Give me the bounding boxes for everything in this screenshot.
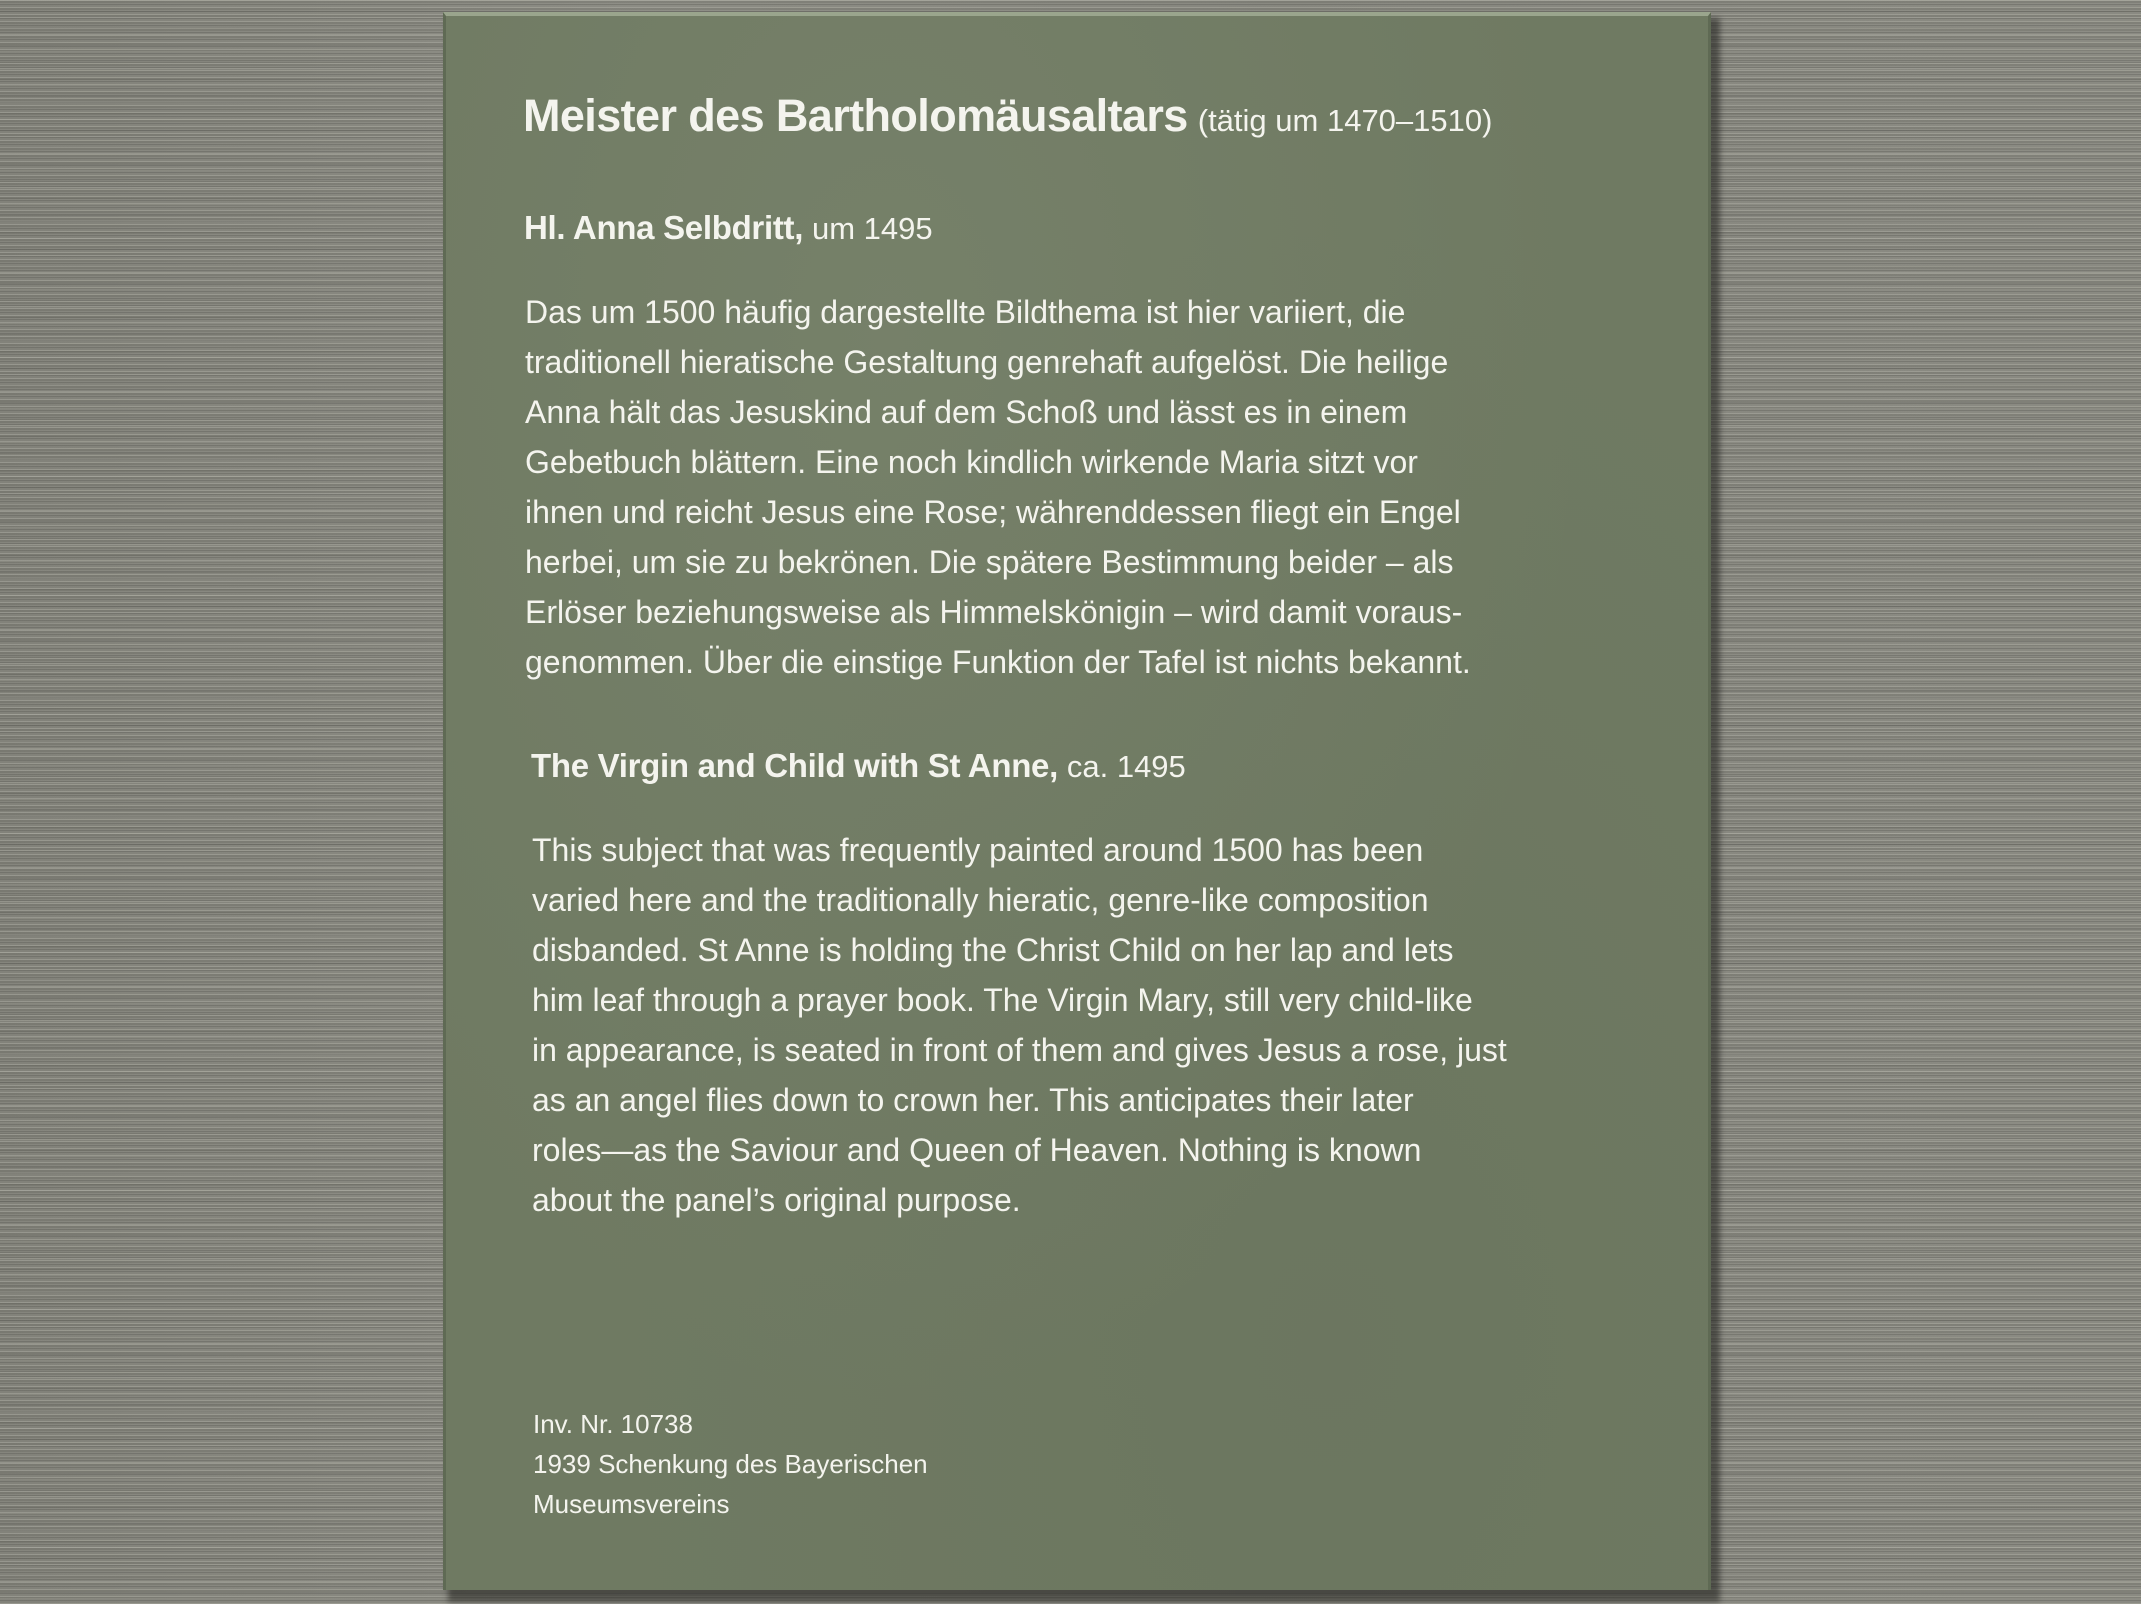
english-description-line: disbanded. St Anne is holding the Christ Child on her lap and lets (532, 932, 1454, 968)
english-artwork-title (531, 749, 1186, 782)
english-description-line: him leaf through a prayer book. The Virgin Mary, still very child-like (532, 982, 1473, 1018)
german-description (525, 287, 1471, 687)
german-description-line: ihnen und reicht Jesus eine Rose; währenddessen fliegt ein Engel (525, 494, 1461, 530)
german-description-line: genommen. Über die einstige Funktion der Tafel ist nichts bekannt. (525, 644, 1471, 680)
english-artwork-date: ca. 1495 (1066, 749, 1186, 784)
provenance-footer (533, 1404, 928, 1524)
artist-active-dates: (tätig um 1470–1510) (1197, 103, 1493, 138)
english-description-line: in appearance, is seated in front of them and gives Jesus a rose, just (532, 1032, 1507, 1068)
german-description-line: herbei, um sie zu bekrönen. Die spätere Bestimmung beider – als (525, 544, 1454, 580)
german-description-line: traditionell hieratische Gestaltung genrehaft aufgelöst. Die heilige (525, 344, 1449, 380)
english-description-line: varied here and the traditionally hieratic, genre-like composition (532, 882, 1429, 918)
museum-label-panel (443, 12, 1711, 1590)
english-title-text: The Virgin and Child with St Anne, (531, 747, 1058, 784)
donor-name: Museumsvereins (533, 1489, 730, 1519)
inventory-number: Inv. Nr. 10738 (533, 1409, 693, 1439)
german-description-line: Anna hält das Jesuskind auf dem Schoß und lässt es in einem (525, 394, 1408, 430)
english-description (532, 825, 1507, 1225)
german-description-line: Das um 1500 häufig dargestellte Bildthema ist hier variiert, die (525, 294, 1406, 330)
artist-name: Meister des Bartholomäusaltars (523, 90, 1188, 141)
donation-line: 1939 Schenkung des Bayerischen (533, 1449, 928, 1479)
english-description-line: This subject that was frequently painted around 1500 has been (532, 832, 1424, 868)
german-description-line: Gebetbuch blättern. Eine noch kindlich wirkende Maria sitzt vor (525, 444, 1418, 480)
german-artwork-title (524, 211, 933, 244)
german-description-line: Erlöser beziehungsweise als Himmelskönigin – wird damit voraus- (525, 594, 1463, 630)
artist-heading (523, 90, 1493, 141)
german-title-text: Hl. Anna Selbdritt, (524, 209, 804, 246)
english-description-line: about the panel’s original purpose. (532, 1182, 1021, 1218)
english-description-line: roles—as the Saviour and Queen of Heaven. Nothing is known (532, 1132, 1422, 1168)
english-description-line: as an angel flies down to crown her. This anticipates their later (532, 1082, 1414, 1118)
german-artwork-date: um 1495 (811, 211, 933, 246)
